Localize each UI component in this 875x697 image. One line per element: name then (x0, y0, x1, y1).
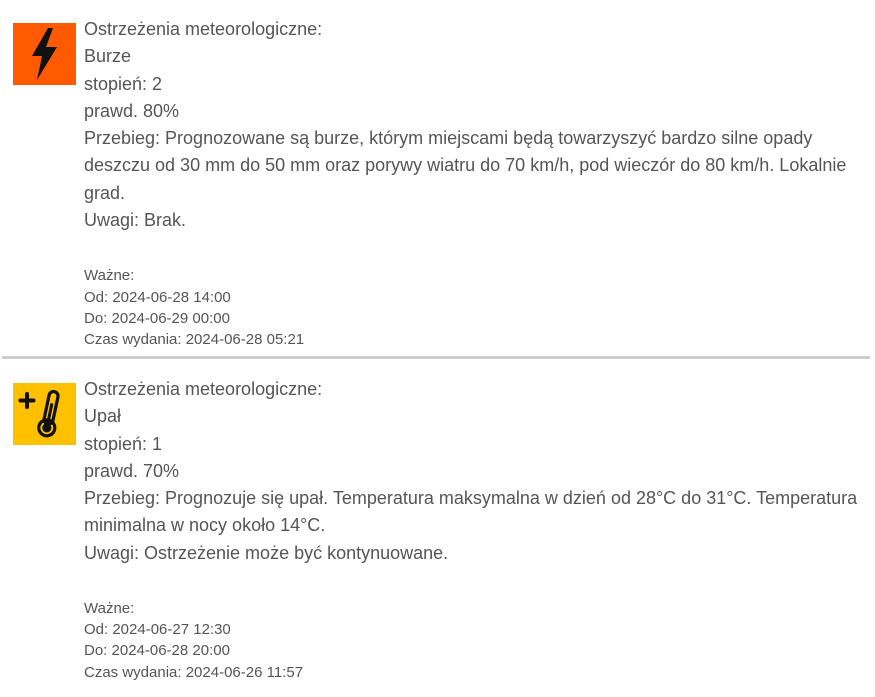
issue-time: Czas wydania: 2024-06-26 11:57 (84, 663, 304, 681)
warning-probability: prawd. 70% (84, 460, 180, 481)
warning-event: Upał (84, 406, 122, 427)
warning-header: Ostrzeżenia meteorologiczne: (84, 379, 323, 399)
valid-from: Od: 2024-06-28 14:00 (84, 288, 231, 306)
warning-course: Przebieg: Prognozuje się upał. Temperatura maksymalna w dzień od 28°C do 31°C. Temperatura minimalna w nocy około 14°C. (84, 488, 858, 536)
warning-level: stopień: 2 (84, 73, 163, 94)
warning-validity (84, 598, 870, 683)
warning-validity (84, 265, 870, 350)
thermometer-plus-icon (13, 383, 76, 445)
warning-course: Przebieg: Prognozowane są burze, którym miejscami będą towarzyszyć bardzo silne opady deszczu od 30 mm do 50 mm oraz porywy wiatru do 70 km/h, pod wieczór do 80 km/h. Lokalnie grad. (84, 128, 847, 203)
warning-level: stopień: 1 (84, 433, 163, 454)
warning-content (84, 376, 870, 683)
lightning-icon (13, 23, 76, 85)
valid-label: Ważne: (84, 600, 135, 618)
warning-divider (2, 356, 870, 359)
valid-label: Ważne: (84, 267, 135, 285)
warning-remarks: Uwagi: Ostrzeżenie może być kontynuowane. (84, 542, 449, 563)
warning-event: Burze (84, 46, 132, 67)
warning-remarks: Uwagi: Brak. (84, 210, 187, 231)
warning-content (84, 16, 870, 350)
valid-to: Do: 2024-06-29 00:00 (84, 309, 230, 327)
valid-to: Do: 2024-06-28 20:00 (84, 642, 230, 660)
issue-time: Czas wydania: 2024-06-28 05:21 (84, 330, 305, 348)
valid-from: Od: 2024-06-27 12:30 (84, 621, 231, 639)
warning-probability: prawd. 80% (84, 100, 180, 121)
warning-header: Ostrzeżenia meteorologiczne: (84, 19, 323, 39)
